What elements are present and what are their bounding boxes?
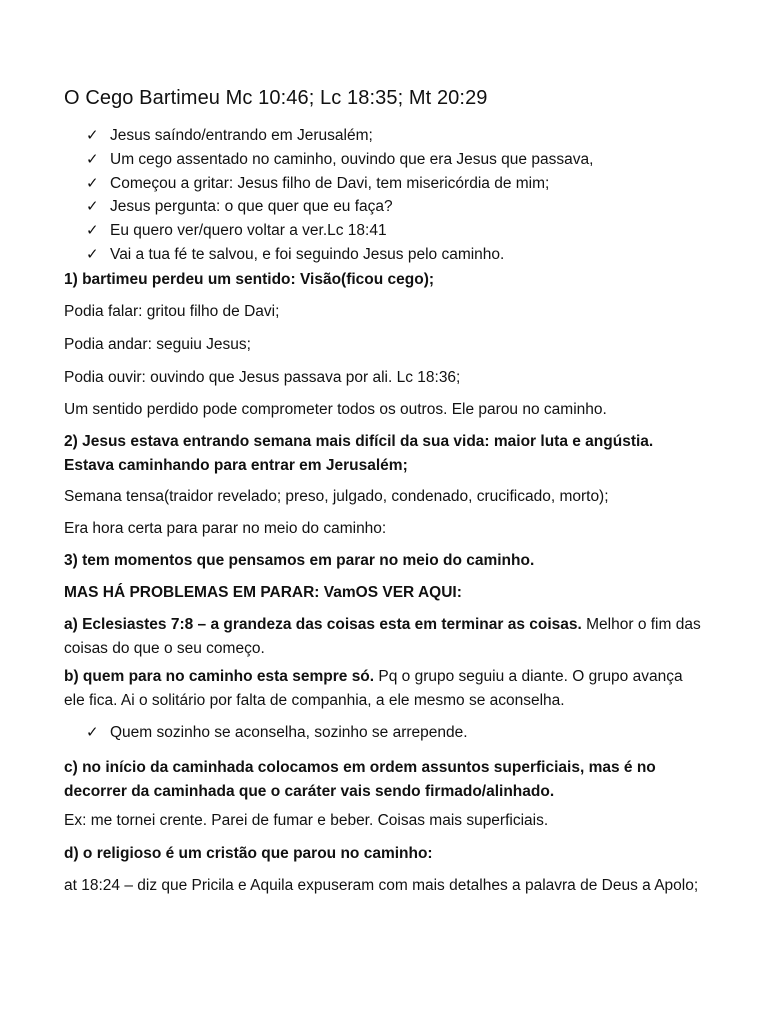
paragraph-b (64, 665, 704, 713)
checklist-item (86, 243, 593, 267)
paragraph: Podia ouvir: ouvindo que Jesus passava por ali. Lc 18:36; (64, 369, 461, 386)
paragraph-b-rest: Pq o grupo seguiu a diante. O grupo avança ele fica. Ai o solitário por falta de companhia, a ele mesmo se aconselha. (64, 668, 683, 709)
section-heading-1: 1) bartimeu perdeu um sentido: Visão(ficou cego); (64, 271, 435, 288)
paragraph-b-bold: b) quem para no caminho esta sempre só. (64, 668, 375, 685)
check-icon: ✓ (86, 198, 99, 216)
paragraph-d: d) o religioso é um cristão que parou no caminho: (64, 845, 433, 862)
paragraph: Podia andar: seguiu Jesus; (64, 336, 251, 353)
section-heading-2: 2) Jesus estava entrando semana mais difícil da sua vida: maior luta e angústia. Estava caminhando para entrar em Jerusalém; (64, 433, 654, 474)
paragraph: Semana tensa(traidor revelado; preso, julgado, condenado, crucificado, morto); (64, 488, 609, 505)
document-title: O Cego Bartimeu Mc 10:46; Lc 18:35; Mt 20:29 (64, 87, 488, 109)
paragraph: Ex: me tornei crente. Parei de fumar e beber. Coisas mais superficiais. (64, 812, 549, 829)
checklist-item-text: Vai a tua fé te salvou, e foi seguindo Jesus pelo caminho. (110, 245, 505, 263)
section-heading-problems: MAS HÁ PROBLEMAS EM PARAR: VamOS VER AQUI: (64, 584, 462, 601)
check-icon: ✓ (86, 127, 99, 144)
check-icon: ✓ (86, 174, 99, 192)
paragraph-a-bold: a) Eclesiastes 7:8 – a grandeza das coisas esta em terminar as coisas. (64, 616, 582, 633)
checklist-item (86, 721, 468, 745)
paragraph: at 18:24 – diz que Pricila e Aquila expuseram com mais detalhes a palavra de Deus a Apolo; (64, 877, 699, 894)
checklist-item (86, 195, 593, 219)
checklist-item (86, 219, 593, 243)
checklist-item (86, 124, 593, 148)
checklist-item-text: Jesus pergunta: o que quer que eu faça? (110, 198, 393, 216)
check-icon: ✓ (86, 245, 99, 263)
paragraph-c: c) no início da caminhada colocamos em ordem assuntos superficiais, mas é no decorrer da caminhada que o caráter vais sendo firmado/alinhado. (64, 759, 656, 800)
checklist-item-text: Um cego assentado no caminho, ouvindo que era Jesus que passava, (110, 150, 594, 168)
section-heading-3: 3) tem momentos que pensamos em parar no meio do caminho. (64, 552, 535, 569)
check-icon: ✓ (86, 724, 99, 741)
paragraph-a-rest: Melhor o fim das coisas do que o seu começo. (64, 616, 701, 657)
checklist-item-text: Eu quero ver/quero voltar a ver.Lc 18:41 (110, 222, 387, 240)
checklist-item (86, 172, 593, 196)
paragraph: Podia falar: gritou filho de Davi; (64, 303, 280, 320)
check-icon: ✓ (86, 222, 99, 240)
paragraph-a (64, 613, 704, 661)
paragraph: Um sentido perdido pode comprometer todos os outros. Ele parou no caminho. (64, 401, 607, 418)
check-icon: ✓ (86, 150, 99, 168)
checklist-item-text: Começou a gritar: Jesus filho de Davi, tem misericórdia de mim; (110, 174, 550, 192)
checklist (86, 124, 593, 267)
checklist-item-text: Jesus saíndo/entrando em Jerusalém; (110, 127, 373, 144)
checklist-item-text: Quem sozinho se aconselha, sozinho se arrepende. (110, 724, 468, 741)
paragraph: Era hora certa para parar no meio do caminho: (64, 520, 387, 537)
checklist-item (86, 148, 593, 172)
